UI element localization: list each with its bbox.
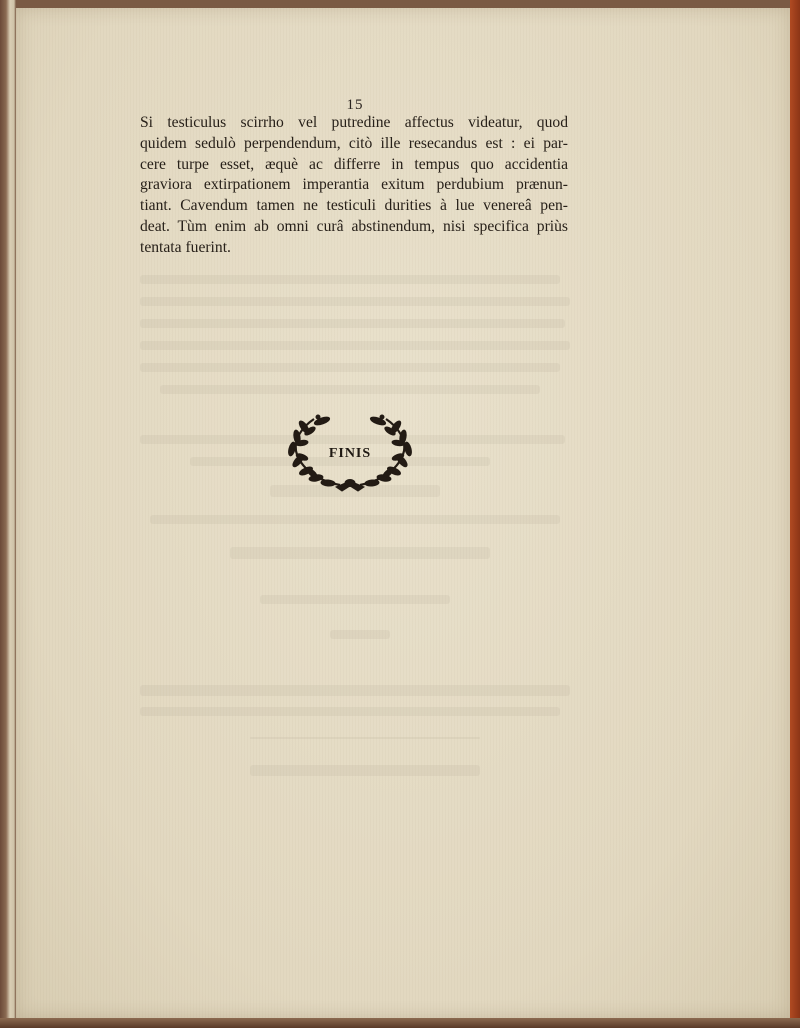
text-line: graviora extirpationem imperantia exitum perdubium prænun- <box>140 176 568 194</box>
text-line: tiant. Cavendum tamen ne testiculi durities à lue venereâ pen- <box>140 197 568 215</box>
text-line: Si testiculus scirrho vel putredine affectus videatur, quod <box>140 114 568 131</box>
book-edge-bottom <box>0 1018 800 1028</box>
text-line: quidem sedulò perpendendum, citò ille resecandus est : ei par- <box>140 134 568 152</box>
book-edge-right <box>790 0 800 1028</box>
finis-ornament <box>288 413 412 493</box>
text-line: cere turpe esset, æquè ac differre in tempus quo accidentia <box>140 155 568 173</box>
body-paragraph <box>140 113 568 259</box>
text-line: tentata fuerint. <box>140 238 231 256</box>
text-line: deat. Tùm enim ab omni curâ abstinendum, nisi specifica priùs <box>140 217 568 235</box>
finis-label: FINIS <box>328 446 372 461</box>
page-number: 15 <box>346 97 364 113</box>
